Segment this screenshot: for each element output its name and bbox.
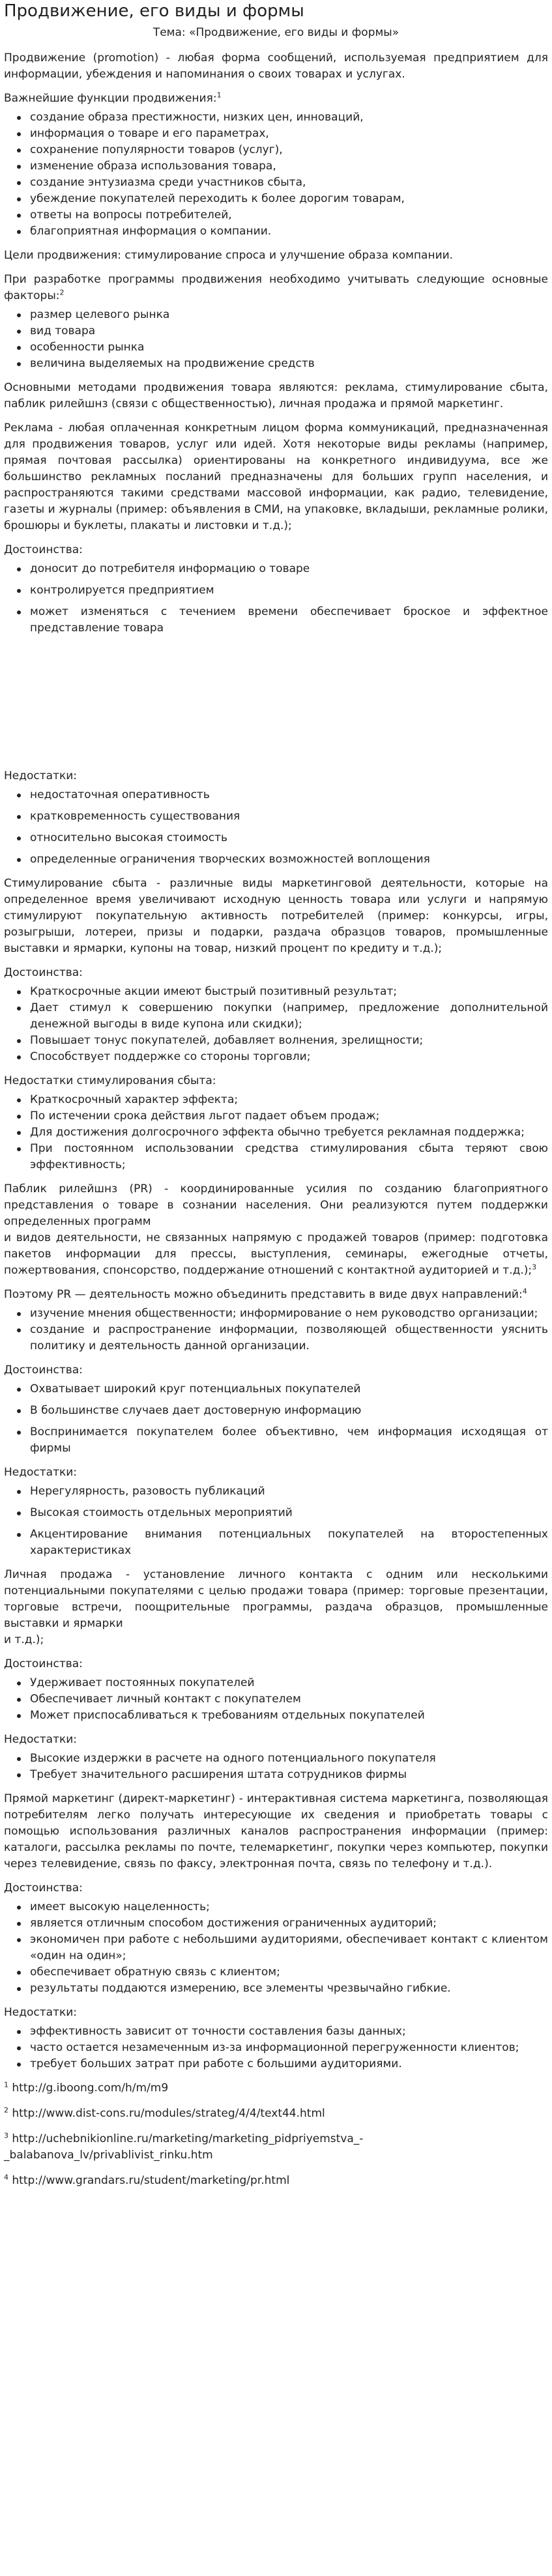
footnote[interactable] [4,2080,548,2097]
list-item: изучение мнения общественности; информирование о нем руководство организации; [30,1306,548,1322]
list-item: благоприятная информация о компании. [30,223,548,240]
direct-marketing-paragraph: Прямой маркетинг (директ-маркетинг) - интерактивная система маркетинга, позволяющая потребителям легко получать интересующие их сведения и приобретать товары с помощью использования различных каналов распространения информации (пример: каталоги, рассылка рекламы по почте, телемаркетинг, покупки через компьютер, покупки через телевидение, связь по факсу, электронная почта, связь по телефону и т.д.). [4,1792,548,1870]
sp-cons-list [4,1092,548,1173]
factors-heading-text: При разработке программы продвижения необходимо учитывать следующие основные факторы: [4,273,548,302]
list-item: Обеспечивает личный контакт с покупателем [30,1691,548,1708]
list-item: Способствует поддержке со стороны торговли; [30,1049,548,1065]
dm-pros-heading: Достоинства: [4,1882,83,1895]
list-item: Нерегулярность, разовость публикаций [30,1483,548,1500]
adv-pros-list [4,561,548,637]
list-item: может изменяться с течением времени обеспечивает броское и эффектное представление товара [30,604,548,637]
list-item: Охватывает широкий круг потенциальных покупателей [30,1381,548,1397]
list-item: Высокая стоимость отдельных мероприятий [30,1505,548,1521]
list-item: По истечении срока действия льгот падает объем продаж; [30,1108,548,1124]
factors-list [4,307,548,372]
list-item: часто остается незамеченным из-за информационной перегруженности клиентов; [30,2040,548,2056]
functions-list [4,109,548,240]
footnote-number: 3 [4,2131,8,2140]
list-item: особенности рынка [30,339,548,356]
list-item: создание и распространение информации, позволяющей общественности уяснить политику и деятельность данной организации. [30,1322,548,1354]
list-item: величина выделяемых на продвижение средств [30,356,548,372]
footnote-number: 1 [4,2080,8,2089]
list-item: обеспечивает обратную связь с клиентом; [30,1964,548,1981]
pr-cons-list [4,1483,548,1559]
list-item: Требует значительного расширения штата сотрудников фирмы [30,1767,548,1783]
list-item: вид товара [30,323,548,339]
footnote[interactable] [4,2106,548,2122]
list-item: эффективность зависит от точности составления базы данных; [30,2024,548,2040]
functions-heading [4,91,548,107]
dm-pros-list [4,1899,548,1997]
personal-selling-paragraph-2: и т.д.); [4,1633,44,1646]
footnote-ref-3[interactable]: 3 [532,1263,537,1272]
pr-directions-text: Поэтому PR — деятельность можно объединить представить в виде двух направлений: [4,1288,523,1301]
footnote-ref-4[interactable]: 4 [522,1287,527,1296]
pr-pros-list [4,1381,548,1457]
footnote-ref-2[interactable]: 2 [59,288,65,297]
ps-pros-heading: Достоинства: [4,1657,83,1670]
ps-cons-heading: Недостатки: [4,1733,78,1746]
ps-cons-list [4,1751,548,1783]
adv-cons-list [4,787,548,868]
factors-heading [4,272,548,304]
functions-heading-text: Важнейшие функции продвижения: [4,92,217,105]
sp-cons-heading: Недостатки стимулирования сбыта: [4,1074,216,1087]
list-item: создание энтузиазма среди участников сбыта, [30,175,548,191]
topic-line: Тема: «Продвижение, его виды и формы» [153,26,399,39]
methods-paragraph: Основными методами продвижения товара являются: реклама, стимулирование сбыта, паблик рилейшнз (связи с общественностью), личная продажа и прямой маркетинг. [4,381,548,410]
list-item: ответы на вопросы потребителей, [30,207,548,223]
list-item: определенные ограничения творческих возможностей воплощения [30,852,548,868]
adv-cons-heading: Недостатки: [4,769,78,782]
list-item: экономичен при работе с небольшими аудиториями, обеспечивает контакт с клиентом «один на один»; [30,1932,548,1964]
ps-pros-list [4,1675,548,1724]
pr-paragraph-1: Паблик рилейшнз (PR) - координированные усилия по созданию благоприятного представления о товаре в сознании населения. Они реализуются путем поддержки определенных программ [4,1182,548,1228]
footnotes [4,2080,548,2189]
list-item: изменение образа использования товара, [30,158,548,175]
list-item: убеждение покупателей переходить к более дорогим товарам, [30,191,548,207]
list-item: кратковременность существования [30,809,548,825]
page-title: Продвижение, его виды и формы [4,1,304,21]
list-item: Удерживает постоянных покупателей [30,1675,548,1691]
intro-paragraph: Продвижение (promotion) - любая форма сообщений, используемая предприятием для информации, убеждения и напоминания о своих товарах и услугах. [4,51,548,81]
dm-cons-list [4,2024,548,2072]
personal-selling-paragraph-1: Личная продажа - установление личного контакта с одним или несколькими потенциальными покупателями с целью продажи товара (пример: торговые презентации, торговые встречи, поощрительные программы, раздача образцов, промышленные выставки и ярмарки [4,1568,548,1630]
list-item: Краткосрочные акции имеют быстрый позитивный результат; [30,984,548,1000]
list-item: размер целевого рынка [30,307,548,323]
pr-directions-paragraph [4,1287,548,1303]
list-item: Акцентирование внимания потенциальных покупателей на второстепенных характеристиках [30,1526,548,1559]
goals-paragraph: Цели продвижения: стимулирование спроса и улучшение образа компании. [4,249,454,262]
footnote[interactable] [4,2173,548,2189]
footnote-link[interactable]: http://www.grandars.ru/student/marketing/pr.html [12,2174,290,2187]
advertising-paragraph: Реклама - любая оплаченная конкретным лицом форма коммуникаций, предназначенная для продвижения товаров, услуг или идей. Хотя некоторые виды рекламы (например, прямая почтовая рассылка) ориентированы на конкретного индивидуума, все же большинство рекламных посланий предназначены для больших групп населения, и распространяются такими средствами массовой информации, как радио, телевидение, газеты и журналы (пример: объявления в СМИ, на упаковке, вкладыши, рекламные ролики, брошюры и буклеты, плакаты и листовки и т.д.); [4,422,548,532]
footnote-number: 4 [4,2173,8,2182]
sp-pros-list [4,984,548,1065]
pr-paragraph-2 [4,1230,548,1279]
sales-promo-paragraph: Стимулирование сбыта - различные виды маркетинговой деятельности, которые на определенное время увеличивают исходную ценность товара или услуги и напрямую стимулируют покупательную активность потребителей (пример: конкурсы, игры, розыгрыши, лотереи, призы и подарки, раздача образцов товаров, промышленные выставки и ярмарки, купоны на товар, низкий процент по кредиту и т.д.); [4,877,548,955]
list-item: относительно высокая стоимость [30,830,548,846]
footnote-number: 2 [4,2106,8,2115]
pr-cons-heading: Недостатки: [4,1466,78,1479]
footnote-link[interactable]: http://uchebnikionline.ru/marketing/marketing_pidpriyemstva_-_balabanova_lv/privablivist_rinku.htm [4,2132,364,2162]
list-item: Высокие издержки в расчете на одного потенциального покупателя [30,1751,548,1767]
footnote[interactable] [4,2131,548,2164]
blank-gap [4,644,548,768]
list-item: сохранение популярности товаров (услуг), [30,142,548,158]
list-item: Повышает тонус покупателей, добавляет волнения, зрелищности; [30,1033,548,1049]
list-item: недостаточная оперативность [30,787,548,803]
pr-paragraph-2-text: и видов деятельности, не связанных напрямую с продажей товаров (пример: подготовка пакетов информации для прессы, выступления, семинары, ежегодные отчеты, пожертвования, спонсорство, поддержание отношений с контактной аудиторией и т.д.); [4,1231,548,1277]
list-item: создание образа престижности, низких цен, инноваций, [30,109,548,126]
list-item: доносит до потребителя информацию о товаре [30,561,548,577]
list-item: При постоянном использовании средства стимулирования сбыта теряют свою эффективность; [30,1141,548,1173]
list-item: Дает стимул к совершению покупки (например, предложение дополнительной денежной выгоды в виде купона или скидки); [30,1000,548,1033]
list-item: является отличным способом достижения ограниченных аудиторий; [30,1915,548,1932]
pr-pros-heading: Достоинства: [4,1364,83,1377]
footnote-link[interactable]: http://g.iboong.com/h/m/m9 [12,2082,169,2095]
dm-cons-heading: Недостатки: [4,2006,78,2019]
list-item: требует больших затрат при работе с большими аудиториями. [30,2056,548,2072]
list-item: Воспринимается покупателем более объективно, чем информация исходящая от фирмы [30,1424,548,1457]
list-item: Краткосрочный характер эффекта; [30,1092,548,1108]
list-item: Может приспосабливаться к требованиям отдельных покупателей [30,1708,548,1724]
list-item: В большинстве случаев дает достоверную информацию [30,1403,548,1419]
pr-directions-list [4,1306,548,1354]
sp-pros-heading: Достоинства: [4,966,83,979]
list-item: информация о товаре и его параметрах, [30,126,548,142]
list-item: имеет высокую нацеленность; [30,1899,548,1915]
adv-pros-heading: Достоинства: [4,543,83,556]
footnote-link[interactable]: http://www.dist-cons.ru/modules/strateg/4/4/text44.html [12,2107,325,2120]
list-item: контролируется предприятием [30,582,548,599]
footnote-ref-1[interactable]: 1 [216,91,222,100]
list-item: Для достижения долгосрочного эффекта обычно требуется рекламная поддержка; [30,1124,548,1141]
list-item: результаты поддаются измерению, все элементы чрезвычайно гибкие. [30,1981,548,1997]
